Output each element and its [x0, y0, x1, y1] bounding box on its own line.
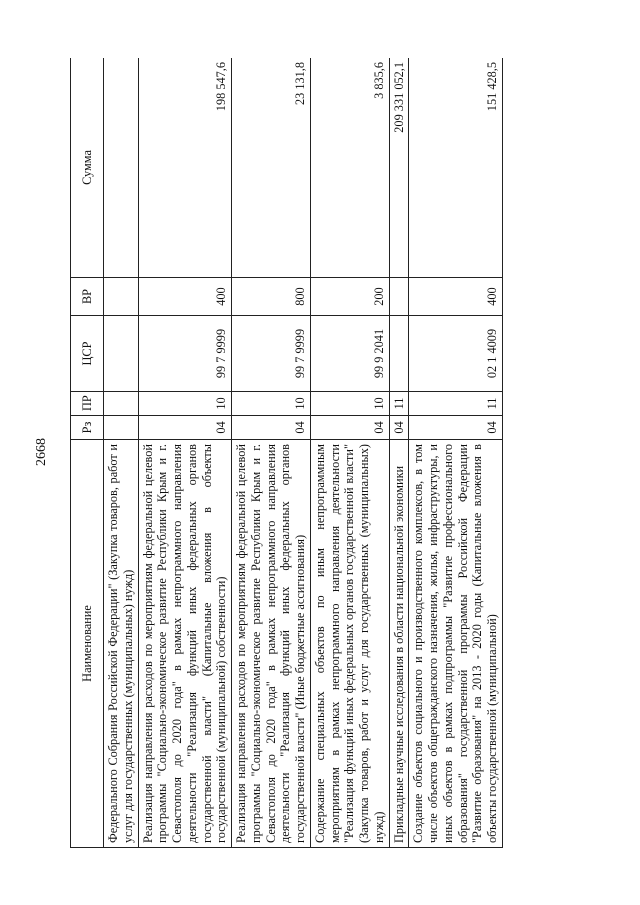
row-vr: 400 [138, 278, 232, 316]
row-csr [389, 316, 409, 392]
row-sum: 151 428,5 [409, 58, 503, 278]
row-vr: 800 [232, 278, 311, 316]
row-csr: 99 7 9999 [138, 316, 232, 392]
row-vr: 200 [310, 278, 389, 316]
row-csr [104, 316, 139, 392]
header-pr: ПР [71, 392, 104, 416]
row-name: Федерального Собрания Российской Федерации" (Закупка товаров, работ и услуг для государственных (муниципальных) нужд) [104, 440, 139, 848]
row-vr [389, 278, 409, 316]
table-row [104, 58, 139, 848]
row-pr: 10 [232, 392, 311, 416]
rotated-table-wrapper [70, 58, 590, 848]
row-sum: 198 547,6 [138, 58, 232, 278]
row-name: Реализация направления расходов по мероприятиям федеральной целевой программы "Социально-экономическое развитие Республики Крым и г. Севастополя до 2020 года" в рамках непрограммного направления деятельности "Реализация функций иных федеральных органов государственной власти" (Капитальные вложения в объекты государственной (муниципальной) собственности) [138, 440, 232, 848]
table-body [104, 58, 503, 848]
page-number: 2668 [34, 438, 49, 466]
table-row [310, 58, 389, 848]
row-rz: 04 [138, 416, 232, 440]
row-pr: 11 [389, 392, 409, 416]
row-rz: 04 [232, 416, 311, 440]
row-vr: 400 [409, 278, 503, 316]
table-row [138, 58, 232, 848]
row-rz: 04 [310, 416, 389, 440]
row-csr: 99 7 9999 [232, 316, 311, 392]
table-row [409, 58, 503, 848]
table-row [389, 58, 409, 848]
row-vr [104, 278, 139, 316]
row-rz: 04 [389, 416, 409, 440]
header-row [71, 58, 104, 848]
row-pr: 10 [310, 392, 389, 416]
row-pr: 10 [138, 392, 232, 416]
row-name: Прикладные научные исследования в области национальной экономики [389, 440, 409, 848]
header-sum: Сумма [71, 58, 104, 278]
header-vr: ВР [71, 278, 104, 316]
row-name: Реализация направления расходов по мероприятиям федеральной целевой программы "Социально-экономическое развитие Республики Крым и г. Севастополя до 2020 года" в рамках непрограммного направления деятельности "Реализация функций иных федеральных органов государственной власти" (Иные бюджетные ассигнования) [232, 440, 311, 848]
row-sum [104, 58, 139, 278]
table-header [71, 58, 104, 848]
row-sum: 23 131,8 [232, 58, 311, 278]
row-csr: 02 1 4009 [409, 316, 503, 392]
budget-table [70, 58, 503, 848]
row-name: Создание объектов социального и производственного комплексов, в том числе объектов общегражданского назначения, жилья, инфраструктуры, и иных объектов в рамках подпрограммы "Развитие профессионального образования" государственной программы Российской Федерации "Развитие образования" на 2013 - 2020 годы (Капитальные вложения в объекты государственной (муниципальной) [409, 440, 503, 848]
row-pr: 11 [409, 392, 503, 416]
row-rz: 04 [409, 416, 503, 440]
row-name: Содержание специальных объектов по иным непрограммным мероприятиям в рамках непрограммного направления деятельности "Реализация функций иных федеральных органов государственной власти" (Закупка товаров, работ и услуг для государственных (муниципальных) нужд) [310, 440, 389, 848]
document-sheet [70, 58, 590, 848]
row-csr: 99 9 2041 [310, 316, 389, 392]
header-rz: Рз [71, 416, 104, 440]
row-sum: 209 331 052,1 [389, 58, 409, 278]
row-rz [104, 416, 139, 440]
header-csr: ЦСР [71, 316, 104, 392]
row-sum: 3 835,6 [310, 58, 389, 278]
table-row [232, 58, 311, 848]
header-name: Наименование [71, 440, 104, 848]
row-pr [104, 392, 139, 416]
